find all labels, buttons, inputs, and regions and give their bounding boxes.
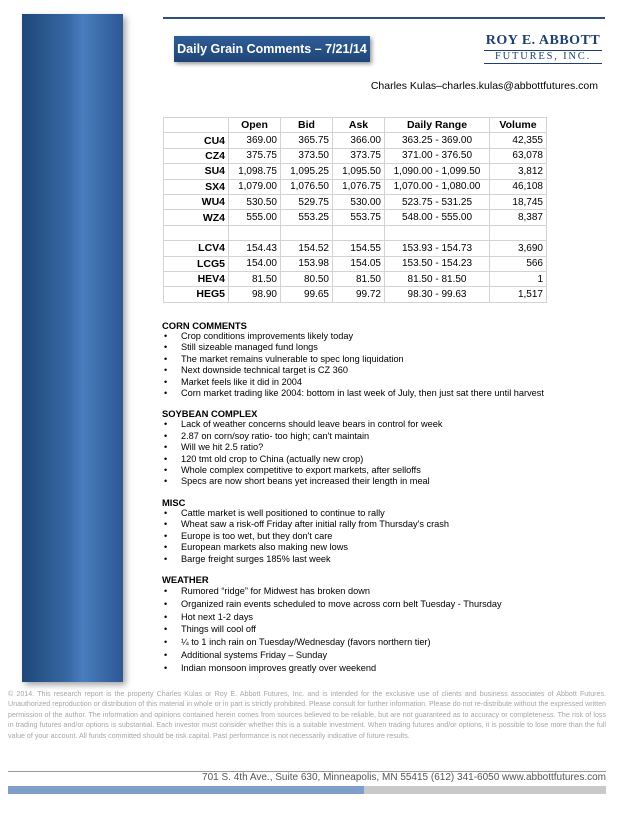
list-item: • Specs are now short beans yet increased their length in meal <box>162 476 602 487</box>
table-row <box>164 179 547 194</box>
cell-symbol: CU4 <box>164 133 229 148</box>
cell-ask: 553.75 <box>333 210 385 225</box>
price-table <box>163 117 547 303</box>
header-bid: Bid <box>281 118 333 133</box>
list-item: • Corn market trading like 2004: bottom in last week of July, then just sat there until harvest <box>162 388 602 399</box>
commentary-sections <box>162 320 602 683</box>
section-title: WEATHER <box>162 573 209 585</box>
cell-ask: 99.72 <box>333 287 385 302</box>
cell-bid: 365.75 <box>281 133 333 148</box>
cell-bid: 553.25 <box>281 210 333 225</box>
header-volume: Volume <box>490 118 547 133</box>
table-row <box>164 287 547 302</box>
section-corn-comments <box>162 320 602 399</box>
cell-symbol: HEG5 <box>164 287 229 302</box>
cell-ask: 1,095.50 <box>333 164 385 179</box>
cell-range: 548.00 - 555.00 <box>385 210 490 225</box>
table-spacer-row <box>164 225 547 240</box>
cell-symbol: WU4 <box>164 194 229 209</box>
list-item: • Market feels like it did in 2004 <box>162 377 602 388</box>
cell-ask: 154.05 <box>333 256 385 271</box>
list-item: • Whole complex competitive to export markets, after selloffs <box>162 465 602 476</box>
cell-range: 81.50 - 81.50 <box>385 271 490 286</box>
cell-open: 530.50 <box>229 194 281 209</box>
cell-volume: 1 <box>490 271 547 286</box>
cell-bid: 529.75 <box>281 194 333 209</box>
cell-bid: 80.50 <box>281 271 333 286</box>
logo-subtitle: FUTURES, INC. <box>484 50 602 64</box>
section-misc <box>162 497 602 565</box>
section-title: MISC <box>162 496 186 508</box>
list-item: • Lack of weather concerns should leave bears in control for week <box>162 419 602 430</box>
sidebar-decoration <box>22 14 123 682</box>
logo-name: ROY E. ABBOTT <box>485 33 601 48</box>
page-title: Daily Grain Comments – 7/21/14 <box>174 36 370 62</box>
section-soybean-complex <box>162 408 602 487</box>
cell-symbol: CZ4 <box>164 148 229 163</box>
cell-symbol: SX4 <box>164 179 229 194</box>
table-row <box>164 194 547 209</box>
table-header-row <box>164 118 547 133</box>
cell-bid: 373.50 <box>281 148 333 163</box>
cell-ask: 1,076.75 <box>333 179 385 194</box>
cell-range: 363.25 - 369.00 <box>385 133 490 148</box>
footer-bar-gray <box>364 786 606 794</box>
cell-open: 375.75 <box>229 148 281 163</box>
table-row <box>164 210 547 225</box>
cell-ask: 154.55 <box>333 241 385 256</box>
author-contact: Charles Kulas–charles.kulas@abbottfutures.com <box>370 80 598 92</box>
cell-volume: 18,745 <box>490 194 547 209</box>
header-open: Open <box>229 118 281 133</box>
cell-volume: 566 <box>490 256 547 271</box>
bullet-list <box>162 585 602 675</box>
cell-ask: 366.00 <box>333 133 385 148</box>
cell-range: 153.93 - 154.73 <box>385 241 490 256</box>
header-daily-range: Daily Range <box>385 118 490 133</box>
bullet-list <box>162 508 602 565</box>
list-item: • Will we hit 2.5 ratio? <box>162 442 602 453</box>
section-weather <box>162 574 602 675</box>
bullet-list <box>162 331 602 399</box>
list-item: • The market remains vulnerable to spec long liquidation <box>162 354 602 365</box>
list-item: • Barge freight surges 185% last week <box>162 554 602 565</box>
cell-volume: 42,355 <box>490 133 547 148</box>
cell-range: 1,070.00 - 1,080.00 <box>385 179 490 194</box>
cell-open: 1,079.00 <box>229 179 281 194</box>
list-item: • Wheat saw a risk-off Friday after initial rally from Thursday's crash <box>162 519 602 530</box>
cell-ask: 373.75 <box>333 148 385 163</box>
cell-bid: 1,076.50 <box>281 179 333 194</box>
list-item: • Still sizeable managed fund longs <box>162 342 602 353</box>
list-item: • Rumored “ridge” for Midwest has broken down <box>162 585 602 598</box>
table-row <box>164 164 547 179</box>
header-rule <box>163 17 605 19</box>
company-logo <box>484 33 602 64</box>
list-item: • Indian monsoon improves greatly over weekend <box>162 662 602 675</box>
cell-volume: 1,517 <box>490 287 547 302</box>
cell-volume: 3,812 <box>490 164 547 179</box>
list-item: • 120 tmt old crop to China (actually new crop) <box>162 454 602 465</box>
list-item: • Things will cool off <box>162 623 602 636</box>
table-row <box>164 256 547 271</box>
cell-range: 523.75 - 531.25 <box>385 194 490 209</box>
cell-range: 371.00 - 376.50 <box>385 148 490 163</box>
list-item: • Hot next 1-2 days <box>162 611 602 624</box>
cell-open: 154.00 <box>229 256 281 271</box>
footer-bar-blue <box>8 786 364 794</box>
cell-open: 154.43 <box>229 241 281 256</box>
cell-symbol: WZ4 <box>164 210 229 225</box>
list-item: • Organized rain events scheduled to move across corn belt Tuesday - Thursday <box>162 598 602 611</box>
cell-bid: 99.65 <box>281 287 333 302</box>
cell-symbol: HEV4 <box>164 271 229 286</box>
cell-open: 1,098.75 <box>229 164 281 179</box>
section-title: CORN COMMENTS <box>162 320 247 331</box>
cell-ask: 81.50 <box>333 271 385 286</box>
cell-open: 369.00 <box>229 133 281 148</box>
cell-volume: 46,108 <box>490 179 547 194</box>
cell-bid: 153.98 <box>281 256 333 271</box>
header-ask: Ask <box>333 118 385 133</box>
spacer-rows <box>164 225 547 240</box>
list-item: • ¼ to 1 inch rain on Tuesday/Wednesday (favors northern tier) <box>162 636 602 649</box>
cell-symbol: LCG5 <box>164 256 229 271</box>
grain-rows <box>164 133 547 225</box>
table-row <box>164 241 547 256</box>
list-item: • Europe is too wet, but they don't care <box>162 531 602 542</box>
list-item: • Cattle market is well positioned to continue to rally <box>162 508 602 519</box>
list-item: • 2.87 on corn/soy ratio- too high; can't maintain <box>162 431 602 442</box>
cell-ask: 530.00 <box>333 194 385 209</box>
cell-open: 81.50 <box>229 271 281 286</box>
footer-contact: 701 S. 4th Ave., Suite 630, Minneapolis, MN 55415 (612) 341-6050 www.abbottfutures.com <box>202 772 606 783</box>
header-symbol <box>164 118 229 133</box>
table-row <box>164 148 547 163</box>
list-item: • Next downside technical target is CZ 360 <box>162 365 602 376</box>
list-item: • European markets also making new lows <box>162 542 602 553</box>
cell-open: 555.00 <box>229 210 281 225</box>
cell-range: 153.50 - 154.23 <box>385 256 490 271</box>
list-item: • Crop conditions improvements likely today <box>162 331 602 342</box>
table-row <box>164 271 547 286</box>
table-row <box>164 133 547 148</box>
section-title: SOYBEAN COMPLEX <box>162 408 258 420</box>
list-item: • Additional systems Friday – Sunday <box>162 649 602 662</box>
bullet-list <box>162 419 602 487</box>
cell-bid: 154.52 <box>281 241 333 256</box>
disclaimer: © 2014. This research report is the property Charles Kulas or Roy E. Abbott Futures, Inc. and is intended for the exclusive use of clients and business associates of Abbott Futures. Unauthorized reproduction or distribution of this material in whole or in part is strictly prohibited. Please consult for further information. Please do not re-distribute without the expressed written permission of the author. The information and opinions contained herein comes from sources believed to be reliable, but are not guaranteed as to accuracy or completeness. The risk of loss in trading futures and/or options is substantial. Each investor must consider whether this is a suitable investment. When trading futures and/or options, it is possible to lose more than the full value of your account. All funds committed should be risk capital. Past performance is not necessarily indicative of future results. <box>8 690 606 740</box>
cell-range: 1,090.00 - 1,099.50 <box>385 164 490 179</box>
cell-symbol: LCV4 <box>164 241 229 256</box>
livestock-rows <box>164 241 547 303</box>
cell-bid: 1,095.25 <box>281 164 333 179</box>
cell-volume: 63,078 <box>490 148 547 163</box>
cell-range: 98.30 - 99.63 <box>385 287 490 302</box>
cell-symbol: SU4 <box>164 164 229 179</box>
cell-volume: 3,690 <box>490 241 547 256</box>
cell-open: 98.90 <box>229 287 281 302</box>
cell-volume: 8,387 <box>490 210 547 225</box>
